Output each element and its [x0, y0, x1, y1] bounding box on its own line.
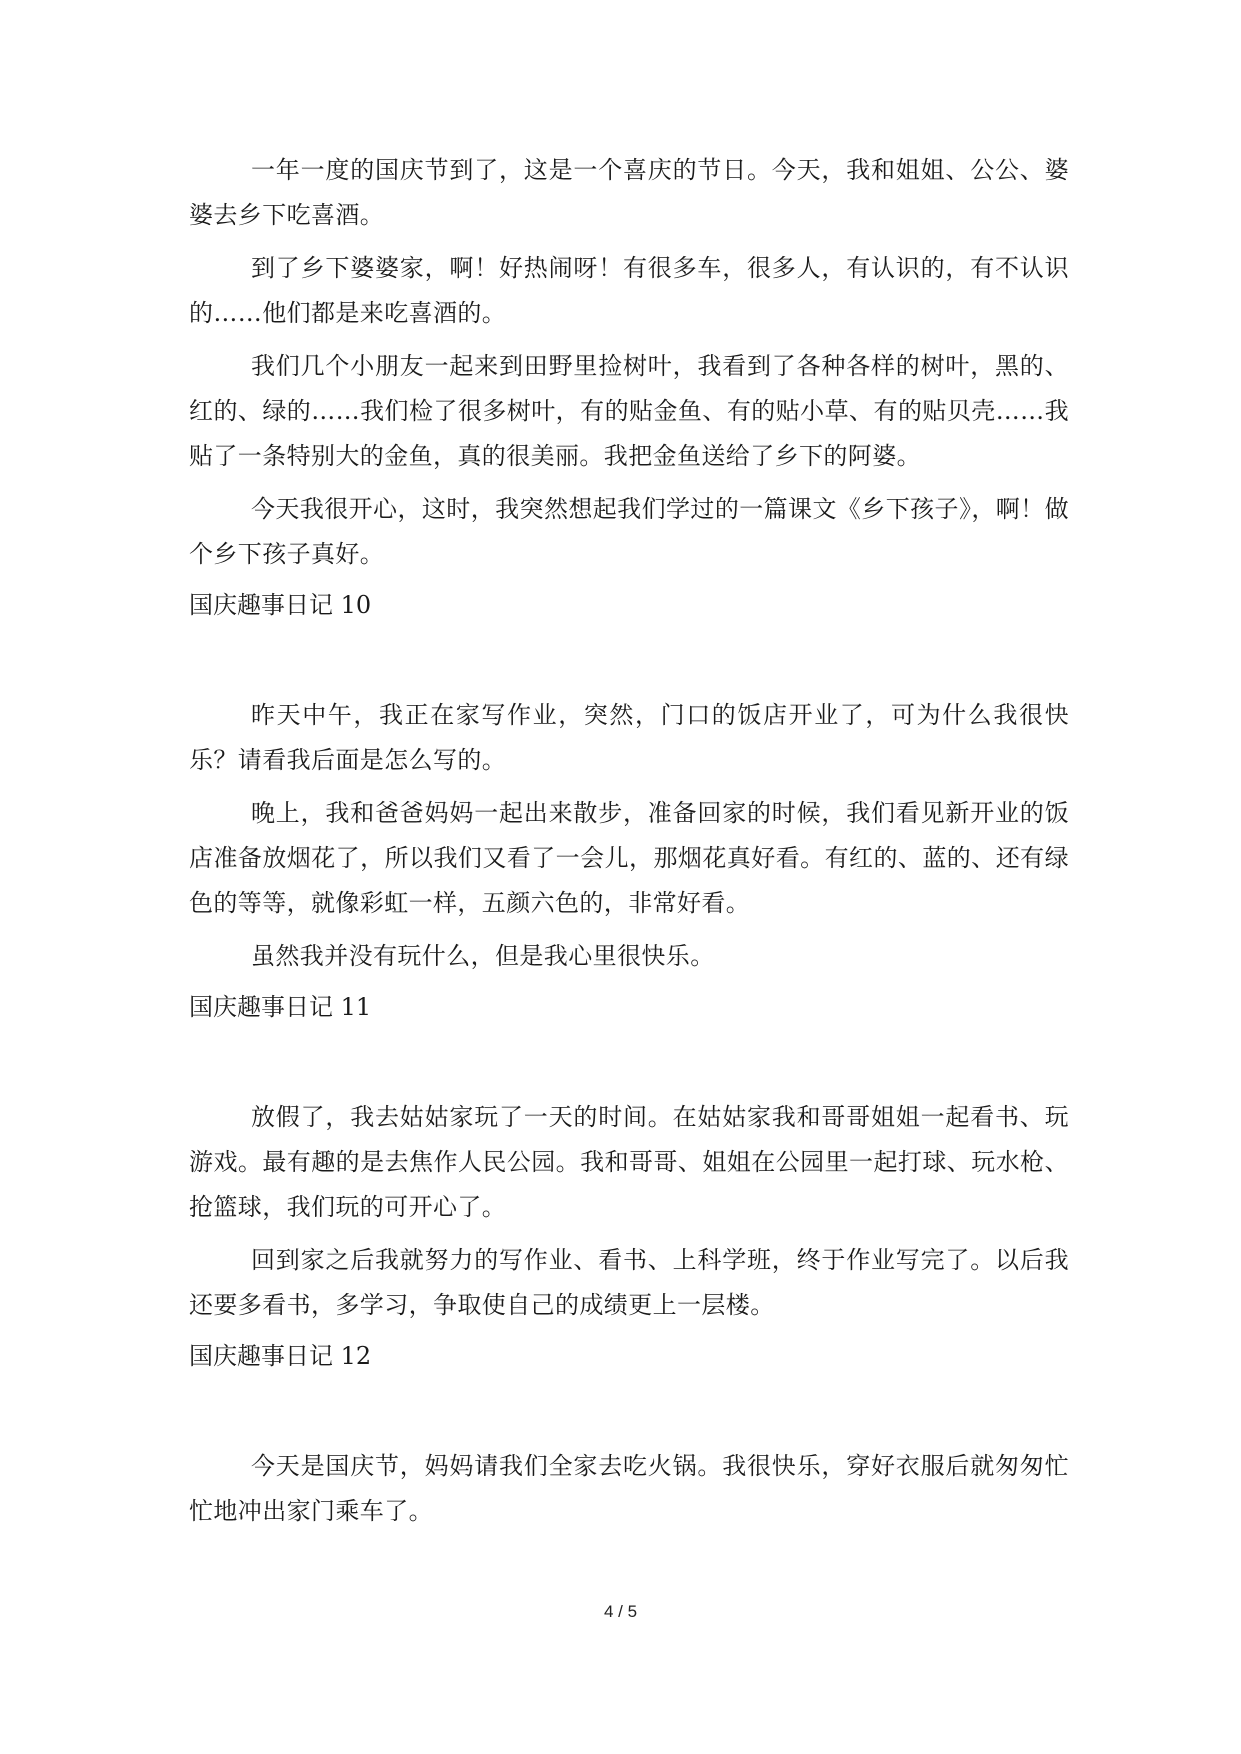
- paragraph: 今天是国庆节，妈妈请我们全家去吃火锅。我很快乐，穿好衣服后就匆匆忙忙地冲出家门乘车了。: [189, 1452, 1069, 1525]
- page-number: 4 / 5: [603, 1602, 638, 1621]
- diary-heading: 国庆趣事日记 11: [189, 993, 372, 1021]
- paragraph: 虽然我并没有玩什么，但是我心里很快乐。: [251, 942, 715, 970]
- paragraph: 一年一度的国庆节到了，这是一个喜庆的节日。今天，我和姐姐、公公、婆婆去乡下吃喜酒。: [189, 156, 1069, 229]
- diary-heading: 国庆趣事日记 10: [189, 591, 372, 619]
- spacer: [189, 633, 1069, 693]
- paragraph: 放假了，我去姑姑家玩了一天的时间。在姑姑家我和哥哥姐姐一起看书、玩游戏。最有趣的是去焦作人民公园。我和哥哥、姐姐在公园里一起打球、玩水枪、抢篮球，我们玩的可开心了。: [189, 1103, 1069, 1221]
- paragraph: 昨天中午，我正在家写作业，突然，门口的饭店开业了，可为什么我很快乐？请看我后面是怎么写的。: [189, 701, 1069, 774]
- document-body: [189, 148, 1069, 1542]
- paragraph: 到了乡下婆婆家，啊！好热闹呀！有很多车，很多人，有认识的，有不认识的……他们都是来吃喜酒的。: [189, 254, 1069, 327]
- paragraph: 晚上，我和爸爸妈妈一起出来散步，准备回家的时候，我们看见新开业的饭店准备放烟花了，所以我们又看了一会儿，那烟花真好看。有红的、蓝的、还有绿色的等等，就像彩虹一样，五颜六色的，非常好看。: [189, 799, 1069, 917]
- diary-heading: 国庆趣事日记 12: [189, 1342, 372, 1370]
- spacer: [189, 1384, 1069, 1444]
- paragraph: 我们几个小朋友一起来到田野里捡树叶，我看到了各种各样的树叶，黑的、红的、绿的……我们检了很多树叶，有的贴金鱼、有的贴小草、有的贴贝壳……我贴了一条特别大的金鱼，真的很美丽。我把金鱼送给了乡下的阿婆。: [189, 352, 1069, 470]
- spacer: [189, 1035, 1069, 1095]
- paragraph: 今天我很开心，这时，我突然想起我们学过的一篇课文《乡下孩子》，啊！做个乡下孩子真好。: [189, 495, 1069, 568]
- paragraph: 回到家之后我就努力的写作业、看书、上科学班，终于作业写完了。以后我还要多看书，多学习，争取使自己的成绩更上一层楼。: [189, 1246, 1069, 1319]
